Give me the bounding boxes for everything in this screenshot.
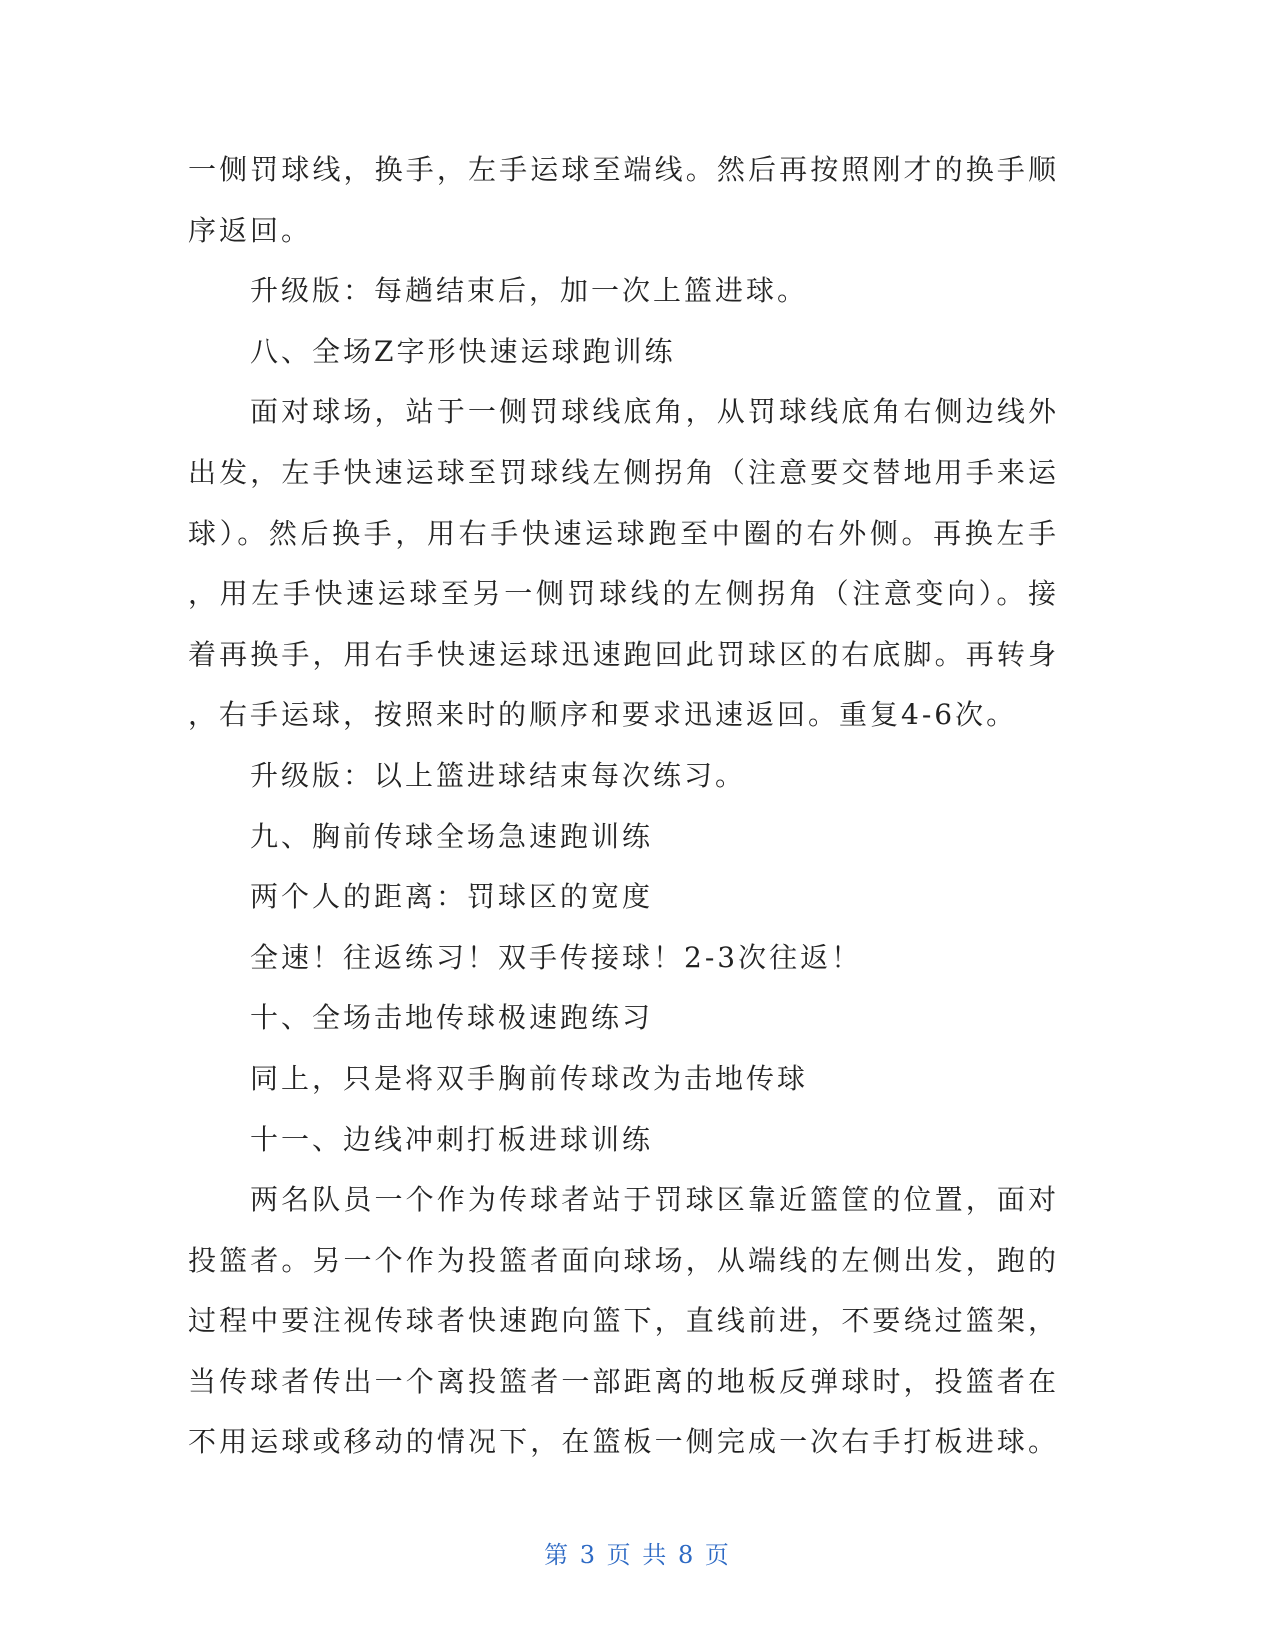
text-line-6: 出发，左手快速运球至罚球线左侧拐角（注意要交替地用手来运 xyxy=(188,455,1056,489)
section-heading-10: 十、全场击地传球极速跑练习 xyxy=(250,1001,654,1035)
section-heading-11: 十一、边线冲刺打板进球训练 xyxy=(250,1122,654,1156)
text-line-14: 全速！往返练习！双手传接球！2-3次往返！ xyxy=(250,940,863,974)
text-line-8: ，用左手快速运球至另一侧罚球线的左侧拐角（注意变向）。接 xyxy=(188,577,1056,611)
text-line-1: 一侧罚球线，换手，左手运球至端线。然后再按照刚才的换手顺 xyxy=(188,153,1056,186)
text-line-9: 着再换手，用右手快速运球迅速跑回此罚球区的右底脚。再转身 xyxy=(188,637,1056,671)
text-line-19: 投篮者。另一个作为投篮者面向球场，从端线的左侧出发，跑的 xyxy=(188,1243,1056,1277)
text-line-10: ，右手运球，按照来时的顺序和要求迅速返回。重复4-6次。 xyxy=(188,698,1018,732)
text-line-21: 当传球者传出一个离投篮者一部距离的地板反弹球时，投篮者在 xyxy=(188,1364,1056,1398)
section-heading-9: 九、胸前传球全场急速跑训练 xyxy=(250,819,654,853)
text-line-5: 面对球场，站于一侧罚球线底角，从罚球线底角右侧边线外 xyxy=(250,395,1056,429)
text-line-16: 同上，只是将双手胸前传球改为击地传球 xyxy=(250,1061,809,1095)
text-line-22: 不用运球或移动的情况下，在篮板一侧完成一次右手打板进球。 xyxy=(188,1425,1056,1459)
text-line-3: 升级版：每趟结束后，加一次上篮进球。 xyxy=(250,274,809,308)
page-number-footer: 第 3 页 共 8 页 xyxy=(544,1541,731,1569)
text-line-11: 升级版：以上篮进球结束每次练习。 xyxy=(250,758,747,792)
text-line-20: 过程中要注视传球者快速跑向篮下，直线前进，不要绕过篮架， xyxy=(188,1304,1056,1338)
text-line-2: 序返回。 xyxy=(188,213,313,247)
section-heading-8: 八、全场Z字形快速运球跑训练 xyxy=(250,334,676,368)
text-line-7: 球）。然后换手，用右手快速运球跑至中圈的右外侧。再换左手 xyxy=(188,516,1056,550)
document-body xyxy=(188,140,1056,1473)
text-line-13: 两个人的距离：罚球区的宽度 xyxy=(250,880,654,914)
text-line-18: 两名队员一个作为传球者站于罚球区靠近篮筐的位置，面对 xyxy=(250,1183,1056,1217)
